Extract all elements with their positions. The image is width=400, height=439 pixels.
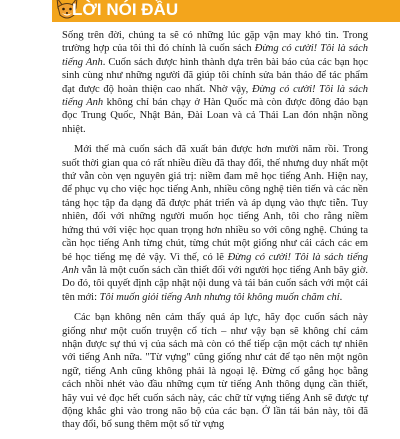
book-title-italic: Đừng có cười! Tôi là sách tiếng Anh — [62, 43, 368, 68]
paragraph-text: Sống trên đời, chúng ta sẽ có những lúc gặp vận may khó tin. Trong trường hợp của tôi thì đó chính là cuốn sách — [62, 30, 368, 55]
book-title-italic: Đừng có cười! Tôi là sách tiếng Anh — [62, 83, 368, 109]
paragraph-text: Các bạn không nên cảm thấy quá áp lực, hãy đọc cuốn sách này giống như một cuốn truyện cổ tích – như vậy bạn sẽ không chỉ cảm nhận được sự thú vị của sách mà còn có thể tiếp cận một cách tự nhiên với tiếng Anh nữa. "Từ vựng" cũng giống như cát để tạo nên một ngôn ngữ, tiếng Anh cũng không phải là ngoại lệ. Đừng cố gắng học bằng cách nhồi nhét vào đầu những cụm từ tiếng Anh thông dụng cần thiết, hãy vui vẻ đọc hết cuốn sách này, các chữ từ vựng tiếng Anh sẽ được tự động khắc ghi vào trong não bộ của các bạn. Ở lần tái bản này, tôi đã thay đổi, bổ sung thêm một số từ vựng — [62, 312, 368, 431]
book-title-italic: Đừng có cười! Tôi là sách tiếng Anh — [62, 251, 368, 276]
paragraph-text: không chỉ bán chạy ở Hàn Quốc mà còn được đông đảo bạn đọc Trung Quốc, Nhật Bản, Đài Loan và cả Thái Lan đón nhận nồng nhiệt. — [62, 97, 368, 135]
paragraph-1 — [62, 29, 368, 136]
page-title: LỜI NÓI ĐẦU — [72, 0, 179, 19]
paragraph-3 — [62, 311, 368, 432]
paragraph-text: Mới thế mà cuốn sách đã xuất bản được hơn mười năm rồi. Trong suốt thời gian qua có rất nhiều điều đã thay đổi, thế nhưng duy nhất một thứ vẫn còn vẹn nguyên giá trị: niềm đam mê học tiếng Anh. Hiện nay, để phục vụ cho việc học tiếng Anh, nhiều công nghệ tiên tiến và các nền tảng học tập đa dạng đã được phát triển và áp dụng vào thực tiễn. Tuy nhiên, đối với những người muốn học tiếng Anh, tôi cho rằng niềm hứng thú với việc học quan trọng hơn nhiều so với công nghệ. Chúng ta cần học tiếng Anh từng chút, từng chút một giống như cái cách các em bé học tiếng mẹ đẻ vậy. Vì thế, có lẽ — [62, 144, 368, 263]
document-body — [62, 29, 368, 439]
new-book-title-italic: Tôi muốn giỏi tiếng Anh nhưng tôi không muốn chăm chỉ — [99, 291, 340, 303]
paragraph-text: vẫn là một cuốn sách cần thiết đối với người học tiếng Anh bây giờ. Do đó, tôi quyết định cập nhật nội dung và tái bản cuốn sách với một cái tên mới: — [62, 264, 368, 303]
paragraph-2 — [62, 143, 368, 304]
paragraph-text: . — [339, 291, 343, 303]
paragraph-text: . Cuốn sách được hình thành dựa trên bài báo của các bạn học sinh cùng như những người đã giúp tôi chỉnh sửa bản thảo để tác phẩm đạt được độ hoàn thiện cao nhất. Nhờ vậy, — [62, 56, 368, 95]
